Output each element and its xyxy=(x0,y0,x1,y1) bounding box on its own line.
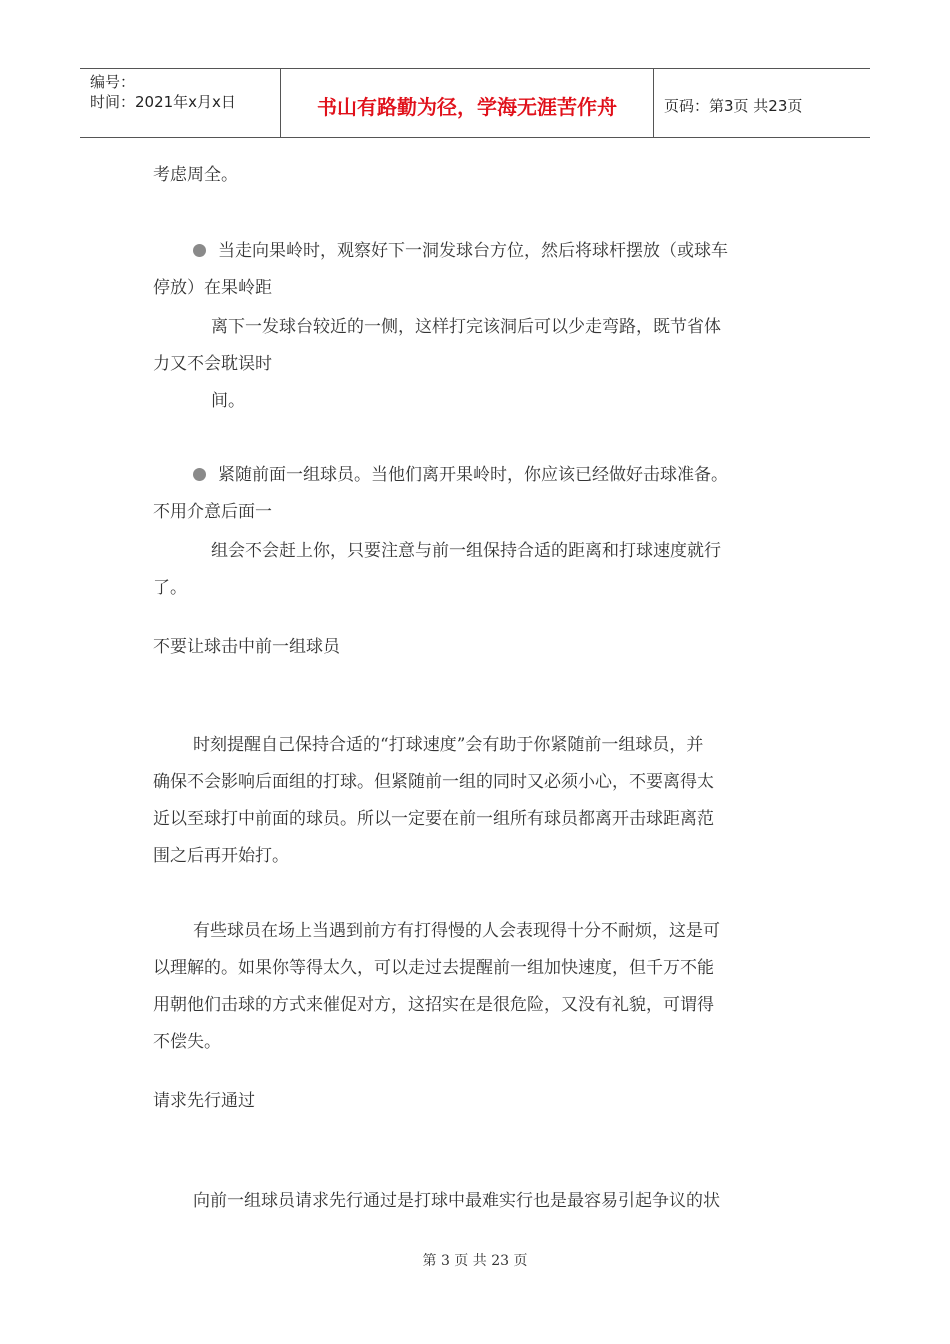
header-meta-cell xyxy=(80,69,280,137)
text-line: 时刻提醒自己保持合适的“打球速度”会有助于你紧随前一组球员，并 xyxy=(193,735,704,755)
header-motto: 书山有路勤为径，学海无涯苦作舟 xyxy=(317,95,617,119)
text-line: 确保不会影响后面组的打球。但紧随前一组的同时又必须小心，不要离得太 xyxy=(153,772,714,792)
text-line: 组会不会赶上你，只要注意与前一组保持合适的距离和打球速度就行 xyxy=(211,541,721,561)
text-line: 用朝他们击球的方式来催促对方，这招实在是很危险，又没有礼貌，可谓得 xyxy=(153,995,714,1015)
section-heading: 不要让球击中前一组球员 xyxy=(153,637,340,657)
header-page-info: 页码：第3页 共23页 xyxy=(664,97,803,115)
text-line: 考虑周全。 xyxy=(153,165,238,185)
text-line: 围之后再开始打。 xyxy=(153,846,289,866)
header-page-cell xyxy=(654,69,870,137)
bullet-paragraph-line: 紧随前面一组球员。当他们离开果岭时，你应该已经做好击球准备。 xyxy=(193,460,728,485)
text-line: 了。 xyxy=(153,578,187,598)
text-line: 间。 xyxy=(211,391,245,411)
header-motto-cell xyxy=(280,69,654,137)
text-line: 近以至球打中前面的球员。所以一定要在前一组所有球员都离开击球距离范 xyxy=(153,809,714,829)
page-footer: 第 3 页 共 23 页 xyxy=(422,1253,528,1269)
section-heading: 请求先行通过 xyxy=(153,1091,255,1111)
document-number-label: 编号： xyxy=(90,73,136,91)
text-line: 不用介意后面一 xyxy=(153,502,272,522)
bullet-icon xyxy=(193,244,206,257)
text-line: 向前一组球员请求先行通过是打球中最难实行也是最容易引起争议的状 xyxy=(193,1191,720,1211)
text-line: 不偿失。 xyxy=(153,1032,221,1052)
text-line: 有些球员在场上当遇到前方有打得慢的人会表现得十分不耐烦，这是可 xyxy=(193,921,720,941)
document-date: 时间：2021年x月x日 xyxy=(90,93,236,111)
text-line: 停放）在果岭距 xyxy=(153,278,272,298)
text-line: 离下一发球台较近的一侧，这样打完该洞后可以少走弯路，既节省体 xyxy=(211,317,721,337)
text-line: 力又不会耽误时 xyxy=(153,354,272,374)
text-line: 以理解的。如果你等得太久，可以走过去提醒前一组加快速度，但千万不能 xyxy=(153,958,714,978)
bullet-paragraph-line: 当走向果岭时，观察好下一洞发球台方位，然后将球杆摆放（或球车 xyxy=(193,236,728,261)
bullet-icon xyxy=(193,468,206,481)
page-header xyxy=(80,68,870,138)
